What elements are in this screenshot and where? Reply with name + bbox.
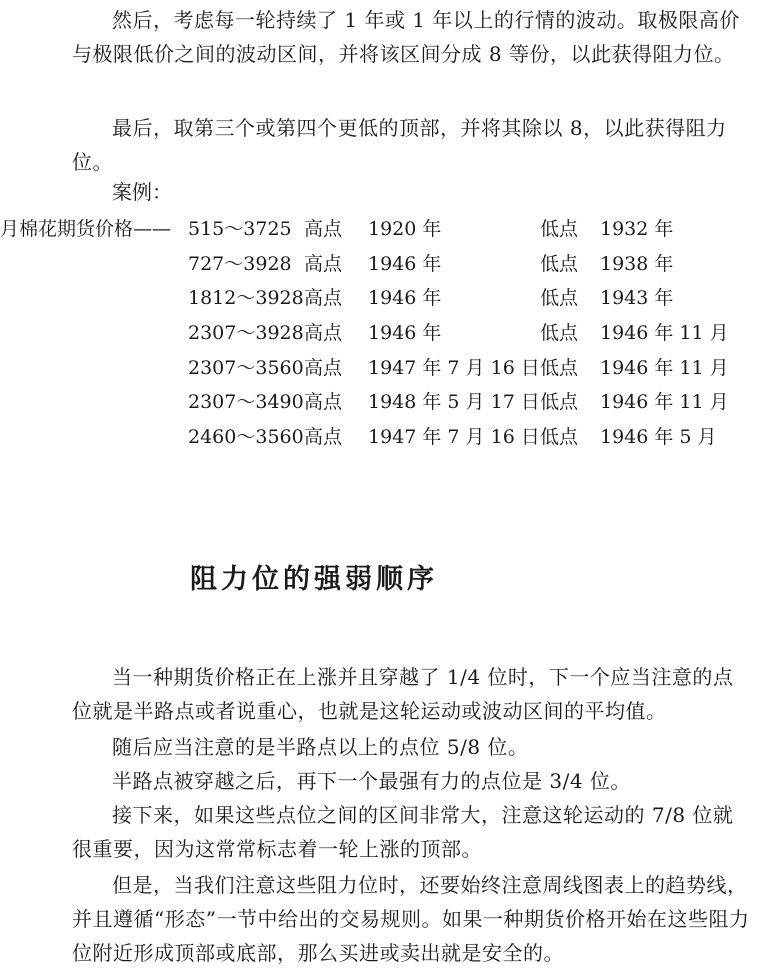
price-range: 2307～3490 — [188, 391, 304, 413]
body-paragraph-3: 半路点被穿越之后，再下一个最强有力的点位是 3/4 位。 — [112, 769, 631, 793]
high-date: 1946 年 — [368, 287, 442, 309]
price-range: 515～3725 — [188, 218, 292, 240]
price-range: 1812～3928 — [188, 287, 304, 309]
body-paragraph-1: 当一种期货价格正在上涨并且穿越了 1/4 位时，下一个应当注意的点位就是半路点或者说重心，也就是这轮运动或波动区间的平均值。 — [72, 665, 734, 723]
price-range: 727～3928 — [188, 253, 292, 275]
table-row — [0, 420, 758, 454]
high-label: 高点 — [304, 253, 343, 275]
low-date: 1938 年 — [600, 253, 674, 275]
high-date: 1947 年 7 月 16 日 — [368, 357, 540, 379]
high-label: 高点 — [304, 391, 343, 413]
high-label: 高点 — [304, 322, 343, 344]
table-row — [0, 385, 758, 419]
low-label: 低点 — [540, 287, 579, 309]
body-paragraph-2: 随后应当注意的是半路点以上的点位 5/8 位。 — [112, 735, 529, 759]
price-range: 2307～3928 — [188, 322, 304, 344]
low-date: 1932 年 — [600, 218, 674, 240]
high-date: 1947 年 7 月 16 日 — [368, 426, 540, 448]
low-date: 1946 年 5 月 — [600, 426, 717, 448]
table-prefix: 月棉花期货价格—— — [0, 218, 172, 240]
example-label: 案例： — [112, 180, 172, 204]
high-date: 1946 年 — [368, 253, 442, 275]
body-paragraph-5: 但是，当我们注意这些阻力位时，还要始终注意周线图表上的趋势线，并且遵循“形态”一节中给出的交易规则。如果一种期货价格开始在这些阻力位附近形成顶部或底部，那么买进或卖出就是安全的。 — [72, 873, 750, 965]
intro-paragraph-2: 最后，取第三个或第四个更低的顶部，并将其除以 8，以此获得阻力位。 — [72, 116, 727, 174]
table-row — [0, 212, 758, 246]
low-label: 低点 — [540, 426, 579, 448]
low-label: 低点 — [540, 391, 579, 413]
low-date: 1946 年 11 月 — [600, 391, 729, 413]
section-title: 阻力位的强弱顺序 — [190, 564, 438, 595]
intro-paragraph-1: 然后，考虑每一轮持续了 1 年或 1 年以上的行情的波动。取极限高价与极限低价之间的波动区间，并将该区间分成 8 等份，以此获得阻力位。 — [72, 8, 740, 66]
low-date: 1946 年 11 月 — [600, 357, 729, 379]
table-row — [0, 247, 758, 281]
low-date: 1946 年 11 月 — [600, 322, 729, 344]
high-date: 1920 年 — [368, 218, 442, 240]
high-date: 1948 年 5 月 17 日 — [368, 391, 540, 413]
table-row — [0, 316, 758, 350]
low-label: 低点 — [540, 322, 579, 344]
high-date: 1946 年 — [368, 322, 442, 344]
low-label: 低点 — [540, 218, 579, 240]
table-row — [0, 351, 758, 385]
table-row — [0, 281, 758, 315]
high-label: 高点 — [304, 218, 343, 240]
body-paragraph-4: 接下来，如果这些点位之间的区间非常大，注意这轮运动的 7/8 位就很重要，因为这常常标志着一轮上涨的顶部。 — [72, 803, 734, 861]
high-label: 高点 — [304, 426, 343, 448]
high-label: 高点 — [304, 357, 343, 379]
low-label: 低点 — [540, 357, 579, 379]
price-range: 2307～3560 — [188, 357, 304, 379]
high-label: 高点 — [304, 287, 343, 309]
low-date: 1943 年 — [600, 287, 674, 309]
price-range: 2460～3560 — [188, 426, 304, 448]
low-label: 低点 — [540, 253, 579, 275]
